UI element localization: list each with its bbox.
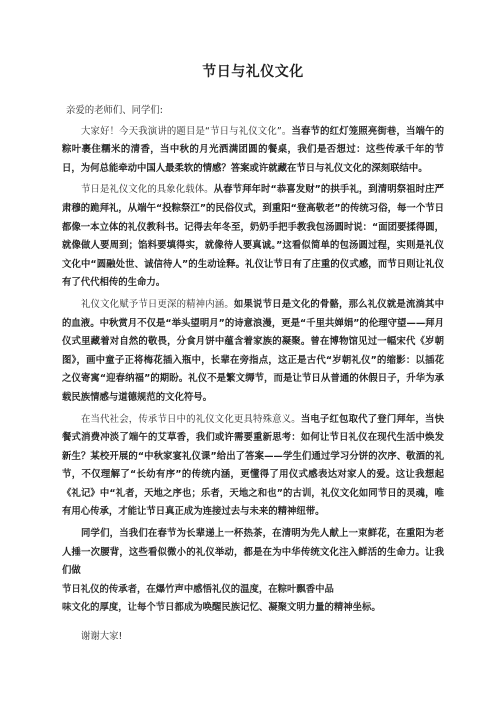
paragraph-5-line-1: 同学们，当我们在春节为长辈递上一杯热茶，在清明为先人献上一束鲜花，在重阳为老人捶一次腰背，这些看似微小的礼仪举动，都是在为中华传统文化注入鲜活的生命力。让我们做 (62, 528, 444, 577)
paragraph-3-body: 如果说节日是文化的骨骼，那么礼仪就是流淌其中的血液。中秋赏月不仅是“举头望明月”的诗意浪漫，更是“千里共婵娟”的伦理守望——拜月仪式里藏着对自然的敬畏，分食月饼中蕴含着家族的凝聚。曾在博物馆见过一幅宋代《岁朝图》，画中童子正将梅花插入瓶中，长辈在旁指点，这正是古代“岁朝礼仪”的缩影：以插花之仪寄寓“迎春纳福”的期盼。礼仪不是繁文缛节，而是让节日从普通的休假日子，升华为承载民族情感与道德规范的文化符号。 (62, 298, 444, 403)
paragraph-3 (62, 296, 444, 408)
document-title: 节日与礼仪文化 (202, 64, 304, 80)
greeting: 亲爱的老师们、同学们: (66, 105, 163, 116)
paragraph-2-body: 从春节拜年时“恭喜发财”的拱手礼，到清明祭祖时庄严肃穆的跪拜礼，从端午“投粽祭江”的民俗仪式，到重阳“登高敬老”的传统习俗，每一个节日都像一本立体的礼仪教科书。记得去年冬至，奶奶手把手教我包汤圆时说：“面团要揉得圆，就像做人要周到；馅料要填得实，就像待人要真诚。”这看似简单的包汤圆过程，实则是礼仪文化中“圆融处世、诚信待人”的生动诠释。礼仪让节日有了庄重的仪式感，而节日则让礼仪有了代代相传的生命力。 (62, 184, 444, 289)
closing-thanks: 谢谢大家! (81, 631, 123, 643)
paragraph-5-line-3: 味文化的厚度，让每个节日都成为唤醒民族记忆、凝聚文明力量的精神坐标。 (62, 602, 381, 614)
paragraph-4-lead: 在当代社会，传承节日中的礼仪文化更具特殊意义。 (81, 413, 301, 425)
paragraph-5-line-2: 节日礼仪的传承者，在爆竹声中感悟礼仪的温度，在粽叶飘香中品 (62, 583, 334, 595)
paragraph-1 (62, 123, 444, 179)
paragraph-3-lead: 礼仪文化赋予节日更深的精神内涵。 (81, 298, 234, 310)
paragraph-4 (62, 411, 444, 523)
paragraph-1-body: 当春节的红灯笼照亮街巷，当端午的粽叶裹住糯米的清香，当中秋的月光洒满团圆的餐桌，我们是否想过：这些传承千年的节日，为何总能牵动中国人最柔软的情感？答案或许就藏在节日与礼仪文化的深刻联结中。 (62, 125, 444, 174)
paragraph-5 (62, 525, 444, 581)
paragraph-4-body: 当电子红包取代了登门拜年，当快餐式消费冲淡了端午的艾草香，我们或许需要重新思考：如何让节日礼仪在现代生活中焕发新生？某校开展的“中秋家宴礼仪课”给出了答案——学生们通过学习分饼的次序、敬酒的礼节，不仅理解了“长幼有序”的传统内涵，更懂得了用仪式感表达对家人的爱。这让我想起《礼记》中“礼者，天地之序也；乐者，天地之和也”的古训，礼仪文化如同节日的灵魂，唯有用心传承，才能让节日真正成为连接过去与未来的精神纽带。 (62, 413, 444, 518)
paragraph-2-lead: 节日是礼仪文化的具象化载体。 (81, 184, 214, 196)
paragraph-2 (62, 181, 444, 293)
paragraph-1-lead: 大家好！今天我演讲的题目是“节日与礼仪文化”。 (81, 125, 292, 137)
